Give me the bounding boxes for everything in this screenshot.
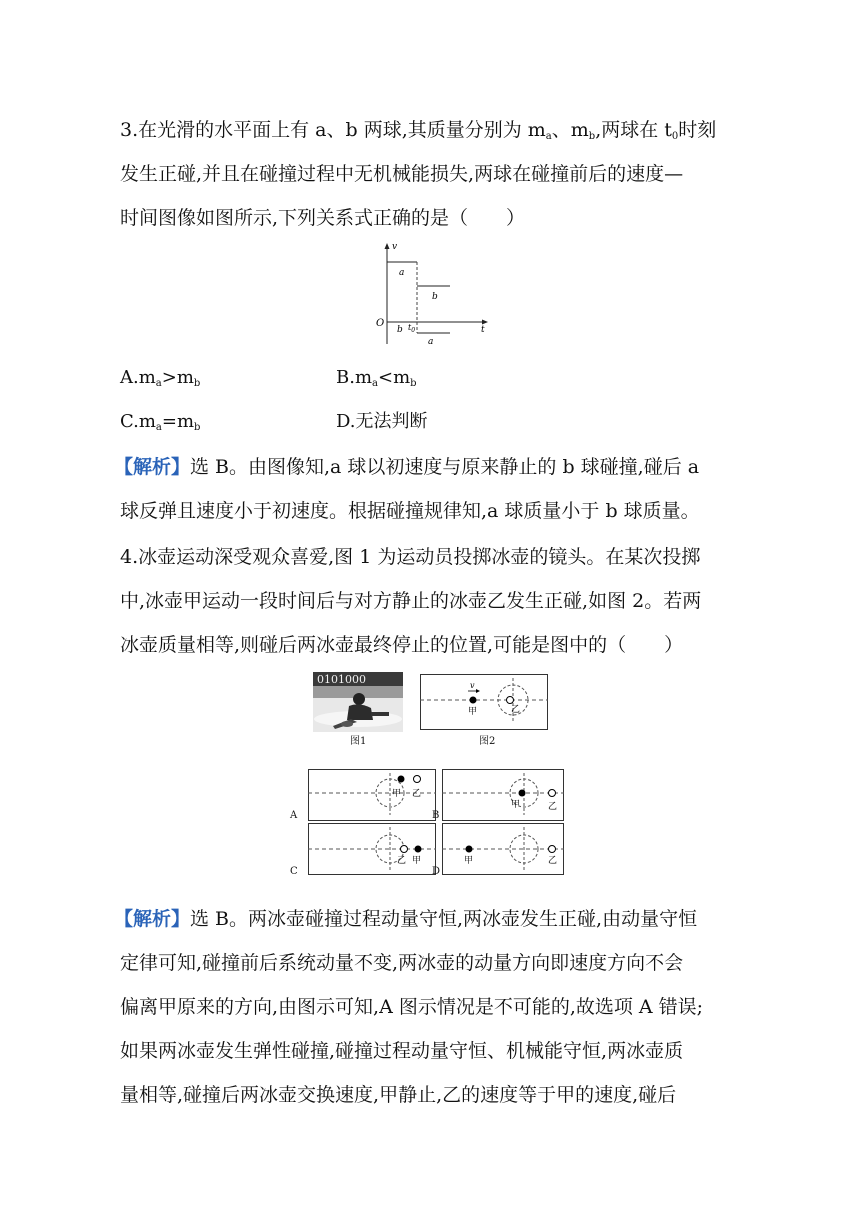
scoreboard-digits: 0101000 — [317, 673, 366, 686]
svg-text:甲: 甲 — [464, 856, 474, 866]
a-after-label: a — [428, 337, 434, 347]
choice-A-diagram — [308, 769, 436, 821]
curling-photo — [313, 672, 403, 732]
q3-analysis-line-1: 【解析】选 B。由图像知,a 球以初速度与原来静止的 b 球碰撞,碰后 a — [114, 456, 700, 478]
q4-line-3: 冰壶质量相等,则碰后两冰壶最终停止的位置,可能是图中的（ ） — [120, 634, 684, 656]
svg-text:甲: 甲 — [412, 856, 422, 866]
t-axis-label: t — [481, 325, 485, 335]
q4-analysis-line-5: 量相等,碰撞后两冰壶交换速度,甲静止,乙的速度等于甲的速度,碰后 — [120, 1084, 677, 1106]
jia-label: 甲 — [468, 707, 478, 717]
choice-B-label[interactable]: B — [432, 810, 440, 821]
t0-label: $t_0$ — [408, 323, 416, 334]
velocity-label: v — [470, 681, 475, 690]
q4-analysis-line-2: 定律可知,碰撞前后系统动量不变,两冰壶的动量方向即速度方向不会 — [120, 952, 684, 974]
q3-line-1: 3.在光滑的水平面上有 a、b 两球,其质量分别为 $m_a$、$m_b$,两球在 $t_0$时刻 — [120, 119, 717, 142]
q4-analysis-line-3: 偏离甲原来的方向,由图示可知,A 图示情况是不可能的,故选项 A 错误; — [120, 996, 704, 1018]
choice-C-label[interactable]: C — [290, 866, 298, 877]
svg-text:乙: 乙 — [548, 856, 558, 866]
a-before-label: a — [399, 268, 405, 278]
svg-text:乙: 乙 — [397, 856, 407, 866]
b-before-label: b — [397, 325, 403, 335]
q4-analysis-line-1: 【解析】选 B。两冰壶碰撞过程动量守恒,两冰壶发生正碰,由动量守恒 — [114, 908, 698, 930]
velocity-time-graph — [370, 240, 492, 348]
fig1-caption: 图1 — [350, 736, 367, 747]
q4-line-1: 4.冰壶运动深受观众喜爱,图 1 为运动员投掷冰壶的镜头。在某次投掷 — [120, 546, 701, 568]
svg-text:乙: 乙 — [412, 789, 422, 799]
analysis-tag: 【解析】 — [114, 908, 191, 930]
svg-text:甲: 甲 — [392, 789, 402, 799]
origin-label: O — [376, 318, 385, 329]
choice-C-diagram — [308, 823, 436, 875]
v-axis-label: v — [392, 242, 398, 252]
svg-text:乙: 乙 — [548, 802, 558, 812]
yi-label: 乙 — [511, 705, 521, 715]
q3-line-3: 时间图像如图所示,下列关系式正确的是（ ） — [120, 207, 526, 229]
option-C[interactable]: $C.m_a=m_b$ — [120, 411, 201, 433]
q4-line-2: 中,冰壶甲运动一段时间后与对方静止的冰壶乙发生正碰,如图 2。若两 — [120, 590, 702, 612]
fig2-caption: 图2 — [479, 736, 496, 747]
q4-analysis-line-4: 如果两冰壶发生弹性碰撞,碰撞过程动量守恒、机械能守恒,两冰壶质 — [120, 1040, 684, 1062]
svg-text:甲: 甲 — [511, 800, 521, 810]
choice-A-label[interactable]: A — [290, 810, 298, 821]
choice-D-label[interactable]: D — [432, 866, 441, 877]
option-D[interactable]: D.无法判断 — [336, 411, 428, 432]
option-A[interactable]: $A.m_a>m_b$ — [120, 367, 201, 389]
q3-line-2: 发生正碰,并且在碰撞过程中无机械能损失,两球在碰撞前后的速度— — [120, 163, 684, 185]
analysis-tag: 【解析】 — [114, 456, 191, 478]
choice-B-diagram — [442, 769, 564, 821]
choice-D-diagram — [442, 823, 564, 875]
option-B[interactable]: $B.m_a<m_b$ — [336, 367, 417, 389]
curling-figure-2 — [420, 674, 548, 730]
q3-analysis-line-2: 球反弹且速度小于初速度。根据碰撞规律知,a 球质量小于 b 球质量。 — [120, 500, 700, 522]
b-after-label: b — [432, 292, 438, 302]
